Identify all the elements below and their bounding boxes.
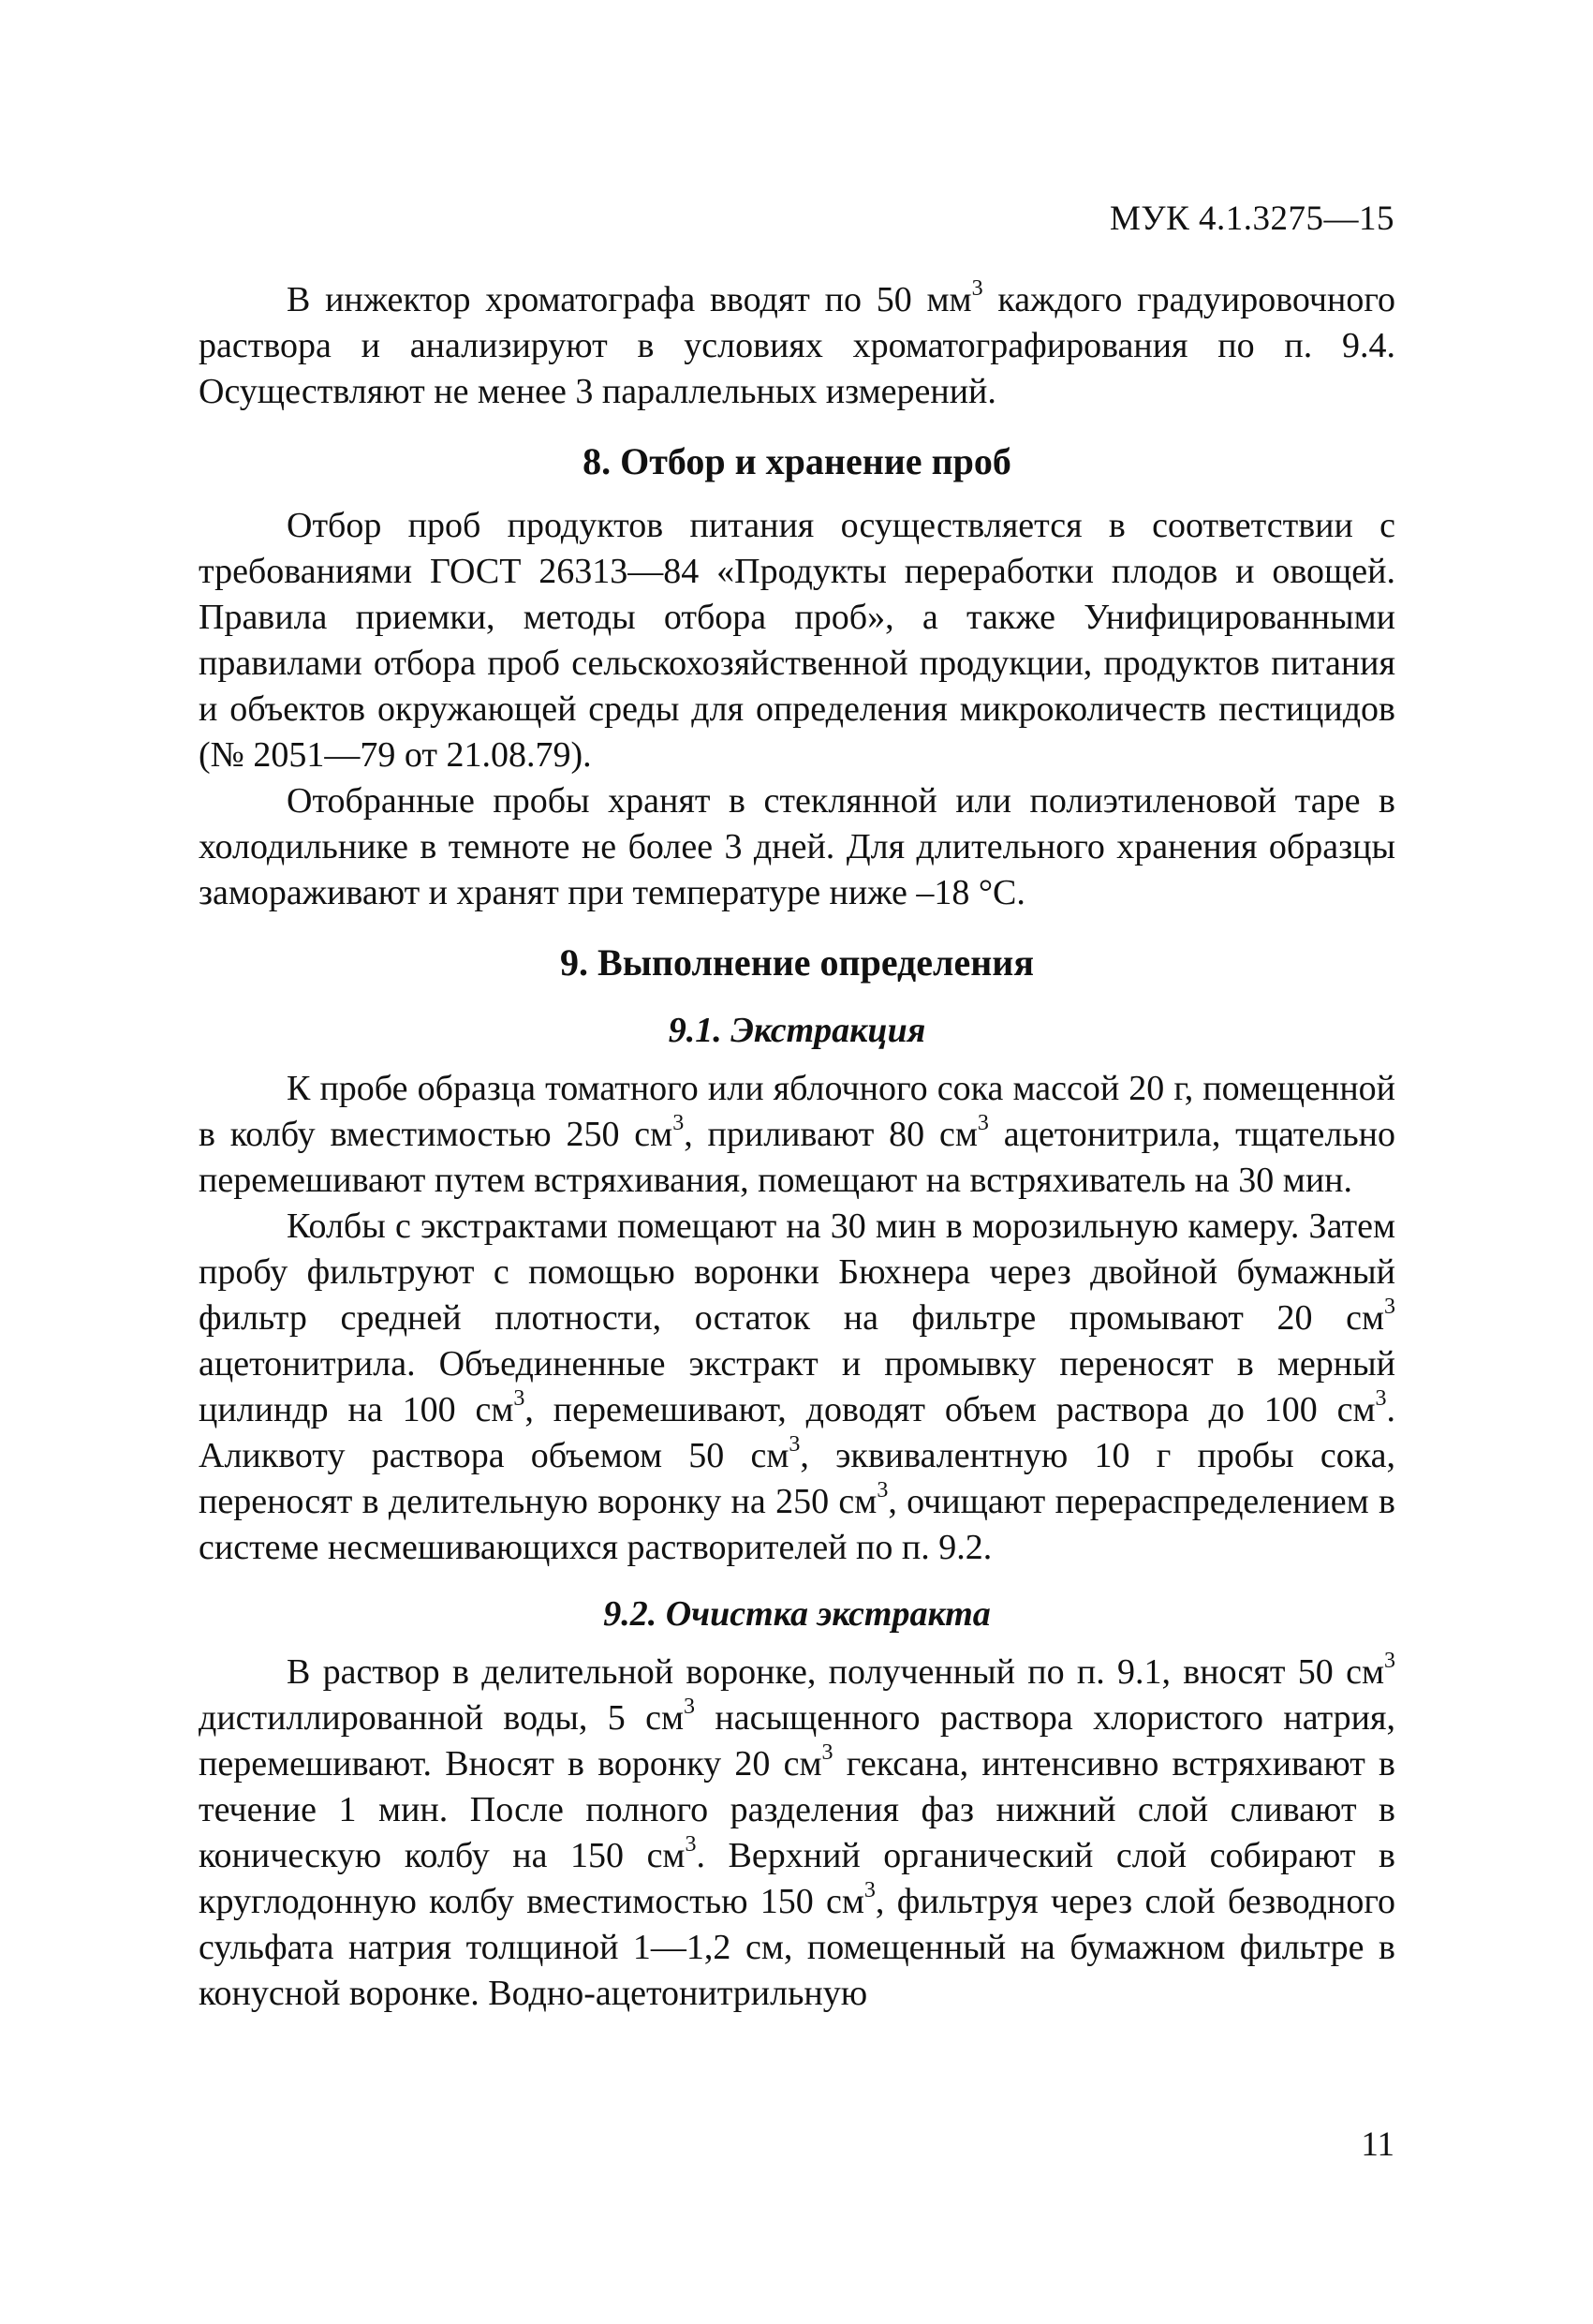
subsection-9-1-paragraph-2: Колбы с экстрактами помещают на 30 мин в морозильную камеру. Затем пробу фильтруют с помощью воронки Бюхнера через двойной бумажный фильтр средней плотности, остаток на фильтре промывают 20 $см^3$ ацетонитрила. Объединенные экстракт и промывку переносят в мерный цилиндр на 100 $см^3$, перемешивают, доводят объем раствора до 100 $см^3$. Аликвоту раствора объемом 50 $см^3$, эквивалентную 10 г пробы сока, переносят в делительную воронку на 250 $см^3$, очищают перераспределением в системе несмешивающихся растворителей по п. 9.2.: [199, 1206, 1395, 1567]
section-8-paragraph-2: Отобранные пробы хранят в стеклянной или полиэтиленовой таре в холодильнике в темноте не более 3 дней. Для длительного хранения образцы замораживают и хранят при температуре ниже –18 °С.: [199, 781, 1395, 912]
page-body: [199, 277, 1395, 2017]
section-8-paragraph-1: Отбор проб продуктов питания осуществляется в соответствии с требованиями ГОСТ 26313—84 «Продукты переработки плодов и овощей. Правила приемки, методы отбора проб», а также Унифицированными правилами отбора проб сельскохозяйственной продукции, продуктов питания и объектов окружающей среды для определения микроколичеств пестицидов (№ 2051—79 от 21.08.79).: [199, 506, 1395, 775]
intro-paragraph: В инжектор хроматографа вводят по 50 $мм^3$ каждого градуировочного раствора и анализируют в условиях хроматографирования по п. 9.4. Осуществляют не менее 3 параллельных измерений.: [199, 276, 1396, 411]
document-code-header: МУК 4.1.3275—15: [1109, 200, 1394, 238]
section-8-title: 8. Отбор и хранение проб: [583, 440, 1011, 482]
page-number: 11: [1361, 2125, 1394, 2164]
section-9-title: 9. Выполнение определения: [560, 941, 1034, 984]
subsection-9-1-paragraph-1: К пробе образца томатного или яблочного сока массой 20 г, помещенной в колбу вместимостью 250 $см^3$, приливают 80 $см^3$ ацетонитрила, тщательно перемешивают путем встряхивания, помещают на встряхиватель на 30 мин.: [199, 1069, 1396, 1200]
subsection-9-2-title: 9.2. Очистка экстракта: [603, 1594, 991, 1634]
subsection-9-2-paragraph-1: В раствор в делительной воронке, полученный по п. 9.1, вносят 50 $см^3$ дистиллированной воды, 5 $см^3$ насыщенного раствора хлористого натрия, перемешивают. Вносят в воронку 20 $см^3$ гексана, интенсивно встряхивают в течение 1 мин. После полного разделения фаз нижний слой сливают в коническую колбу на 150 $см^3$. Верхний органический слой собирают в круглодонную колбу вместимостью 150 $см^3$, фильтруя через слой безводного сульфата натрия толщиной 1—1,2 см, помещенный на бумажном фильтре в конусной воронке. Водно-ацетонитрильную: [199, 1649, 1395, 2013]
subsection-9-1-title: 9.1. Экстракция: [668, 1011, 926, 1050]
